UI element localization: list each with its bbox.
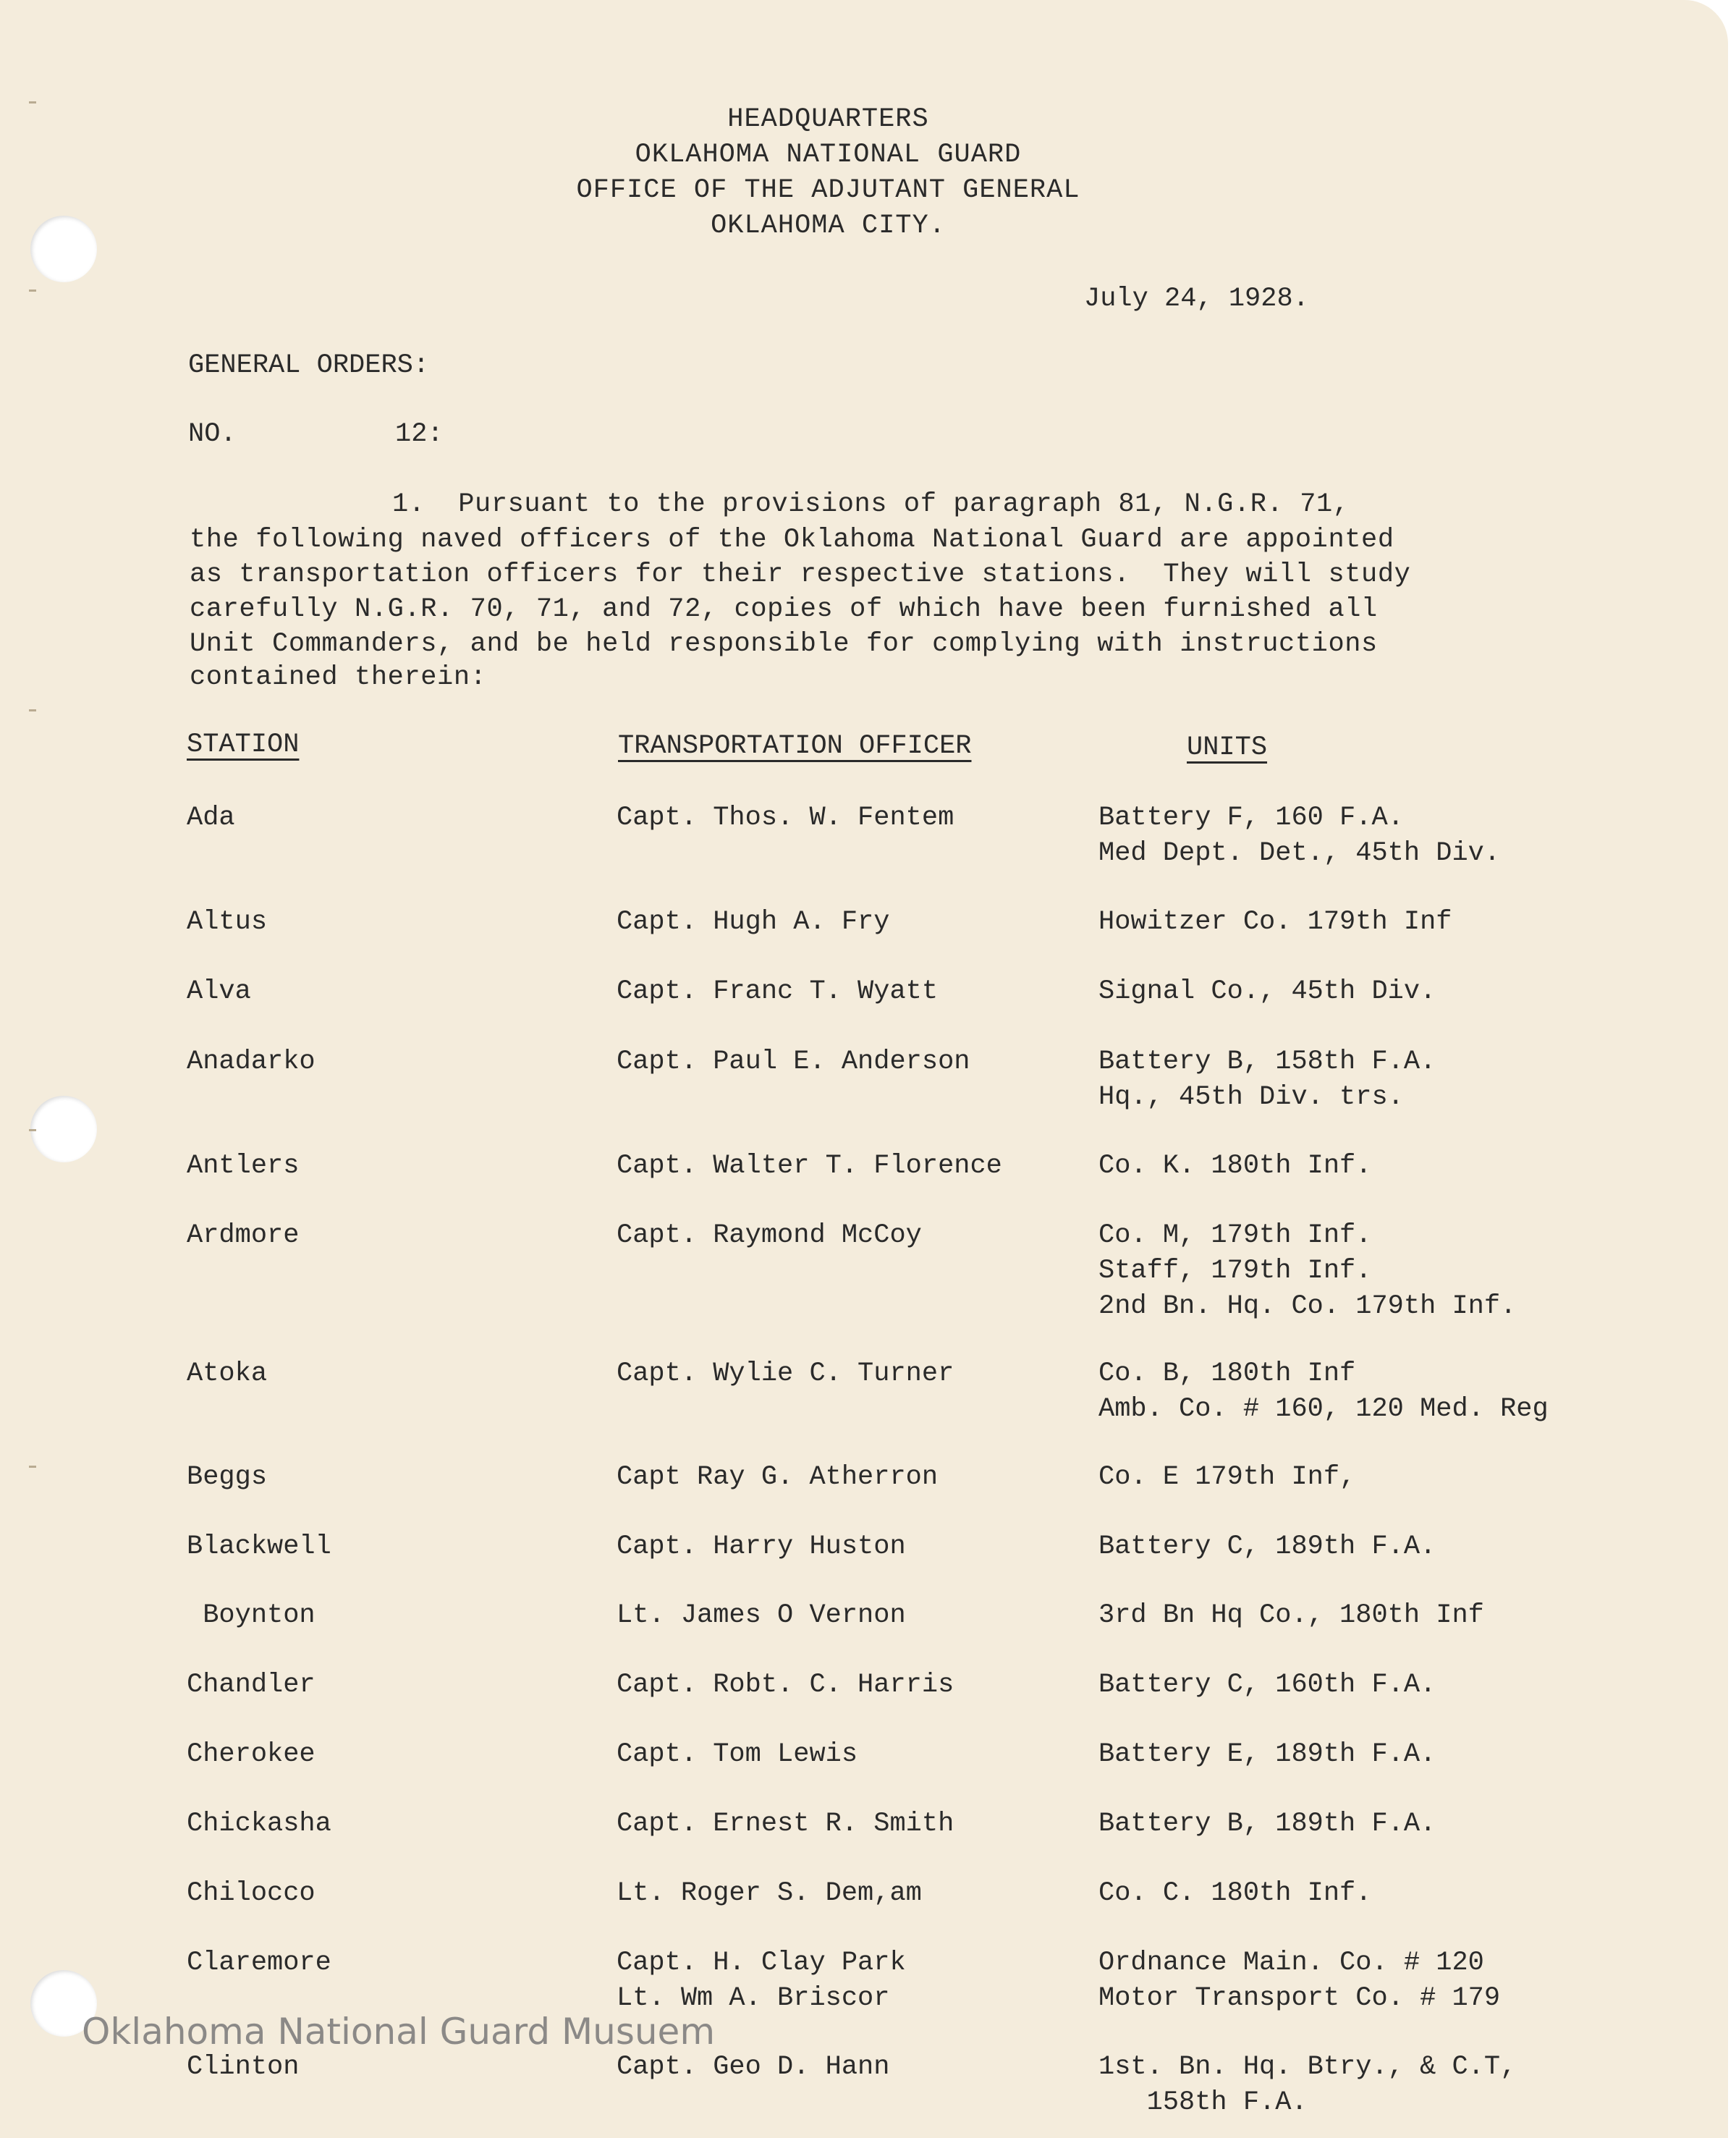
officer-name: Capt. Tom Lewis (617, 1739, 858, 1770)
officer-name: Capt Ray G. Atherron (617, 1462, 939, 1492)
station-name: Blackwell (187, 1531, 331, 1562)
officer-name: Lt. Roger S. Dem,am (617, 1878, 922, 1909)
units-text: Co. K. 180th Inf. (1098, 1151, 1372, 1181)
paragraph-line: carefully N.G.R. 70, 71, and 72, copies of which have been furnished all (190, 594, 1378, 625)
officer-name: Lt. James O Vernon (617, 1600, 906, 1631)
station-name: Altus (187, 907, 268, 937)
edge-mark (29, 1466, 36, 1468)
units-text: Battery B, 189th F.A. (1098, 1809, 1436, 1839)
letterhead-line-3: OFFICE OF THE ADJUTANT GENERAL (576, 175, 1080, 206)
station-name: Chickasha (187, 1809, 331, 1839)
officer-name: Capt. Paul E. Anderson (617, 1047, 970, 1077)
units-text: Battery C, 160th F.A. (1098, 1670, 1436, 1700)
order-date: July 24, 1928. (1084, 284, 1309, 314)
officer-name: Capt. Harry Huston (617, 1531, 906, 1562)
general-orders-label: GENERAL ORDERS: (188, 350, 430, 381)
officer-name: Capt. H. Clay Park Lt. Wm A. Briscor (617, 1948, 906, 2014)
column-header-station: STATION (187, 730, 300, 760)
units-text: 1st. Bn. Hq. Btry., & C.T, 158th F.A. (1098, 2052, 1517, 2118)
officer-name: Capt. Ernest R. Smith (617, 1809, 954, 1839)
station-name: Alva (187, 976, 251, 1007)
units-text: Co. B, 180th Inf Amb. Co. # 160, 120 Med. Reg (1098, 1359, 1549, 1424)
units-text: Battery E, 189th F.A. (1098, 1739, 1436, 1770)
officer-name: Capt. Franc T. Wyatt (617, 976, 939, 1007)
station-name: Atoka (187, 1359, 268, 1389)
officer-name: Capt. Thos. W. Fentem (617, 803, 954, 833)
letterhead-line-2: OKLAHOMA NATIONAL GUARD (635, 140, 1022, 170)
binder-hole (30, 1096, 97, 1162)
station-name: Antlers (187, 1151, 300, 1181)
museum-watermark: Oklahoma National Guard Musuem (82, 2011, 716, 2053)
officer-name: Capt. Wylie C. Turner (617, 1359, 954, 1389)
edge-mark (29, 101, 36, 103)
edge-mark (29, 709, 36, 711)
units-text: Howitzer Co. 179th Inf (1098, 907, 1452, 937)
paragraph-line: 1. Pursuant to the provisions of paragraph 81, N.G.R. 71, (392, 489, 1350, 520)
units-text: Battery F, 160 F.A. Med Dept. Det., 45th Div. (1098, 803, 1501, 869)
officer-name: Capt. Geo D. Hann (617, 2052, 890, 2082)
station-name: Cherokee (187, 1739, 316, 1770)
station-name: Ada (187, 803, 235, 833)
order-number: 12: (395, 419, 444, 449)
station-name: Chandler (187, 1670, 316, 1700)
units-text: Co. C. 180th Inf. (1098, 1878, 1372, 1909)
order-number-label: NO. (188, 419, 237, 449)
units-text: Co. M, 179th Inf. Staff, 179th Inf. 2nd Bn. Hq. Co. 179th Inf. (1098, 1220, 1517, 1322)
station-name: Chilocco (187, 1878, 316, 1909)
officer-name: Capt. Robt. C. Harris (617, 1670, 954, 1700)
officer-name: Capt. Raymond McCoy (617, 1220, 922, 1251)
station-name: Clinton (187, 2052, 300, 2082)
station-name: Anadarko (187, 1047, 316, 1077)
station-name: Boynton (187, 1600, 316, 1631)
column-header-units: UNITS (1187, 732, 1268, 763)
units-text: Ordnance Main. Co. # 120 Motor Transport Co. # 179 (1098, 1948, 1501, 2014)
units-text: Battery B, 158th F.A. Hq., 45th Div. trs. (1098, 1047, 1436, 1112)
units-text: Co. E 179th Inf, (1098, 1462, 1356, 1492)
units-text: 3rd Bn Hq Co., 180th Inf (1098, 1600, 1484, 1631)
paragraph-line: the following naved officers of the Oklahoma National Guard are appointed (190, 525, 1394, 555)
paragraph-line: Unit Commanders, and be held responsible for complying with instructions (190, 629, 1378, 659)
letterhead-line-1: HEADQUARTERS (727, 104, 929, 135)
station-name: Claremore (187, 1948, 331, 1978)
station-name: Beggs (187, 1462, 268, 1492)
edge-mark (29, 290, 36, 292)
paragraph-line: as transportation officers for their respective stations. They will study (190, 559, 1411, 590)
letterhead-line-4: OKLAHOMA CITY. (711, 211, 946, 241)
units-text: Battery C, 189th F.A. (1098, 1531, 1436, 1562)
station-name: Ardmore (187, 1220, 300, 1251)
paragraph-line: contained therein: (190, 662, 487, 693)
officer-name: Capt. Hugh A. Fry (617, 907, 890, 937)
units-text: Signal Co., 45th Div. (1098, 976, 1436, 1007)
officer-name: Capt. Walter T. Florence (617, 1151, 1002, 1181)
edge-mark (29, 1129, 36, 1131)
column-header-officer: TRANSPORTATION OFFICER (618, 731, 972, 761)
